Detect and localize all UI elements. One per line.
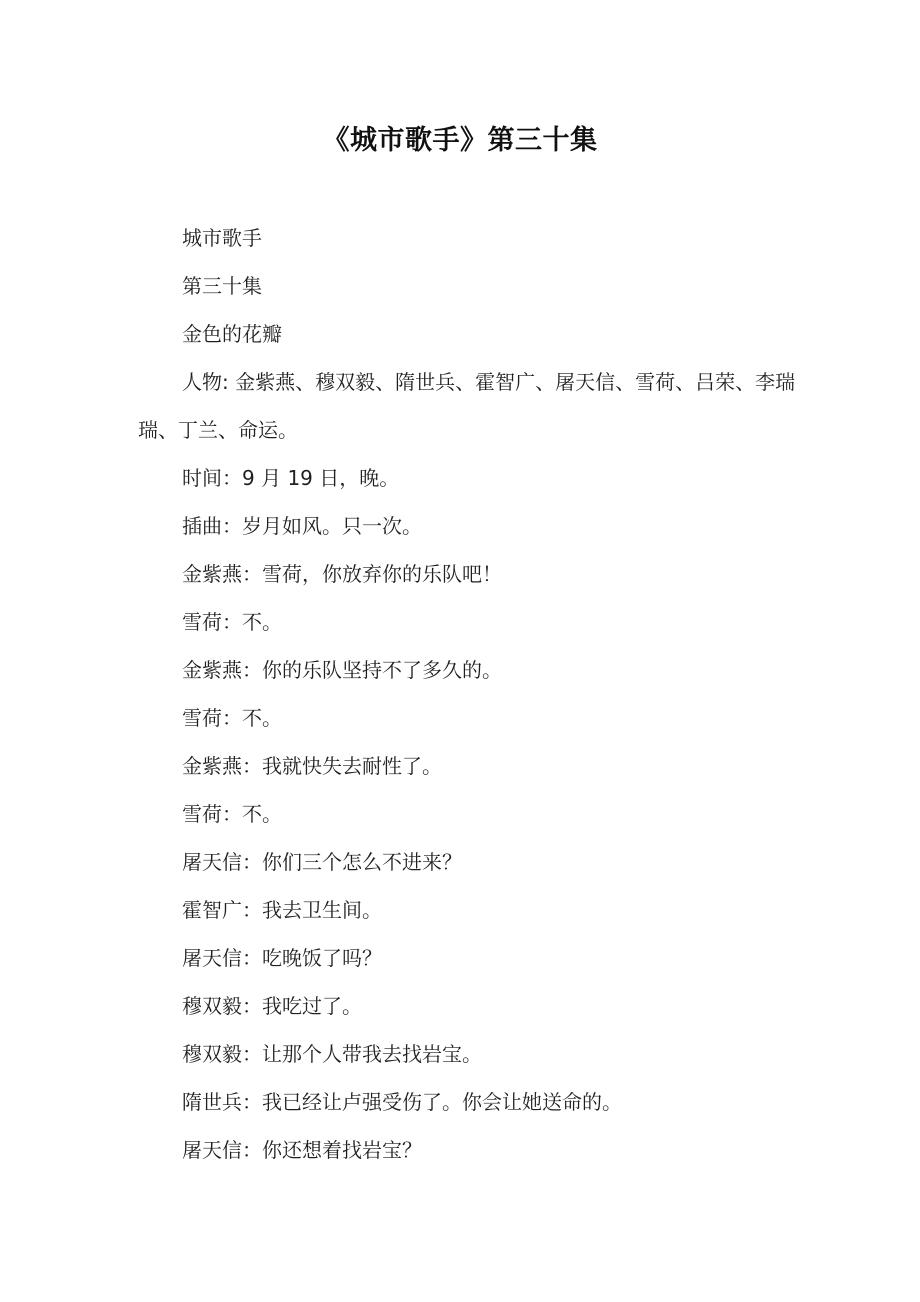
dialogue-line: 霍智广：我去卫生间。 [182,898,382,922]
dialogue-line: 金紫燕：雪荷，你放弃你的乐队吧！ [182,562,502,586]
paragraph-songs: 插曲：岁月如风。只一次。 [182,514,422,538]
dialogue-line: 金紫燕：我就快失去耐性了。 [182,754,442,778]
paragraph-characters: 人物: 金紫燕、穆双毅、隋世兵、霍智广、屠天信、雪荷、吕荣、李瑞瑞、丁兰、命运。 [138,370,796,442]
paragraph-time: 时间：9 月 19 日，晚。 [182,466,400,490]
dialogue-line: 屠天信：吃晚饭了吗？ [182,946,382,970]
document-body [138,214,798,1174]
dialogue-line: 雪荷：不。 [182,610,282,634]
paragraph-show-name: 城市歌手 [182,226,262,250]
dialogue-line: 穆双毅：我吃过了。 [182,994,362,1018]
document-title: 《城市歌手》第三十集 [322,125,598,156]
dialogue-line: 雪荷：不。 [182,706,282,730]
dialogue-line: 雪荷：不。 [182,802,282,826]
paragraph-episode-title: 金色的花瓣 [182,322,282,346]
dialogue-line: 屠天信：你还想着找岩宝？ [182,1138,422,1162]
dialogue-line: 隋世兵：我已经让卢强受伤了。你会让她送命的。 [182,1090,622,1114]
dialogue-line: 屠天信：你们三个怎么不进来？ [182,850,462,874]
paragraph-episode: 第三十集 [182,274,262,298]
dialogue-line: 穆双毅：让那个人带我去找岩宝。 [182,1042,482,1066]
dialogue-line: 金紫燕：你的乐队坚持不了多久的。 [182,658,502,682]
